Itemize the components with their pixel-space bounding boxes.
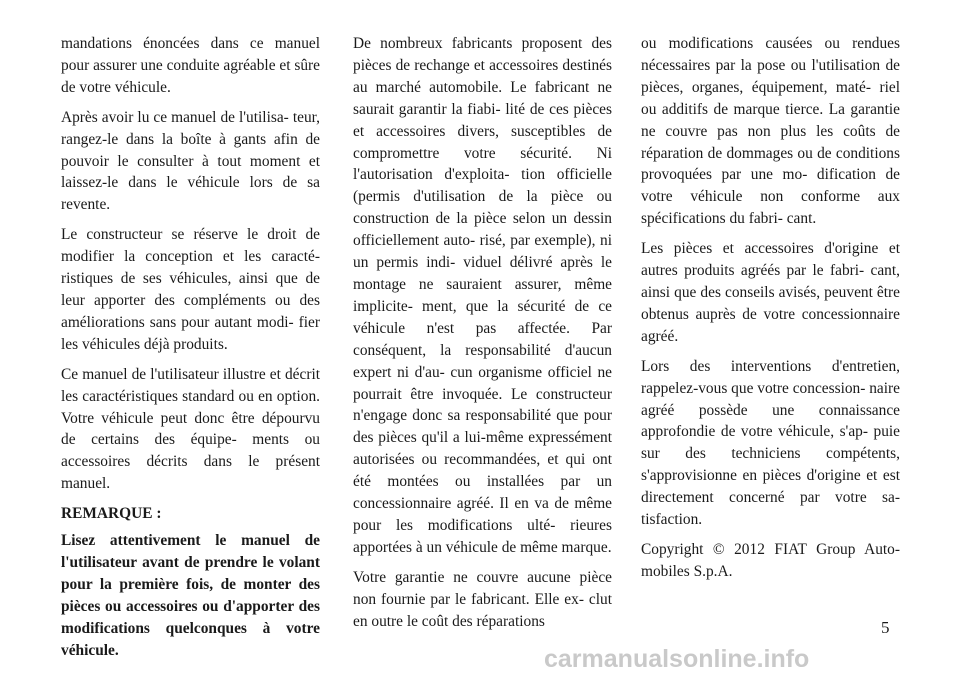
paragraph: ou modifications causées ou rendues nécessaires par la pose ou l'utilisation de pièces, organes, équipement, maté- riel ou additifs de marque tierce. La garantie ne couvre pas non plus les coûts de réparation de dommages ou de conditions provoquées par une mo- dification de votre véhicule non conforme aux spécifications du fabri- cant. <box>641 35 900 228</box>
paragraph: Les pièces et accessoires d'origine et autres produits agréés par le fabri- cant, ainsi que des conseils avisés, peuvent être obtenus auprès de votre concessionnaire agréé. <box>641 240 900 345</box>
text-column-middle <box>353 33 612 640</box>
paragraph: Le constructeur se réserve le droit de modifier la conception et les caracté- ristiques de ses véhicules, ainsi que de leur apporter des compléments ou des améliorations sans pour autant modi- fier les véhicules déjà produits. <box>61 226 320 353</box>
paragraph: Ce manuel de l'utilisateur illustre et décrit les caractéristiques standard ou en option. Votre véhicule peut donc être dépourvu de certains des équipe- ments ou accessoires décrits dans le présent manuel. <box>61 365 320 493</box>
watermark: carmanualsonline.info <box>544 645 810 673</box>
paragraph: Lors des interventions d'entretien, rappelez-vous que votre concession- naire agréé possède une connaissance approfondie de votre véhicule, s'ap- puie sur des techniciens compétents, s'approvisionne en pièces d'origine et est directement concerné par votre sa- tisfaction. <box>641 357 900 529</box>
paragraph: Copyright © 2012 FIAT Group Auto- mobiles S.p.A. <box>641 540 900 580</box>
paragraph: mandations énoncées dans ce manuel pour assurer une conduite agréable et sûre de votre véhicule. <box>61 35 320 96</box>
text-column-left <box>61 33 320 669</box>
page-number: 5 <box>881 618 890 637</box>
text-column-right <box>641 33 900 591</box>
remark-text: Lisez attentivement le manuel de l'utilisateur avant de prendre le volant pour la première fois, de monter des pièces ou accessoires ou d'apporter des modifications quelconques à votre véhicule. <box>61 532 320 659</box>
paragraph: De nombreux fabricants proposent des pièces de rechange et accessoires destinés au marché automobile. Le fabricant ne saurait garantir la fiabi- lité de ces pièces et accessoires divers, susceptibles de compromettre votre sécurité. Ni l'autorisation d'exploita- tion officielle (permis d'utilisation de la pièce ou construction de la pièce selon un dessin officiellement auto- risé, par exemple), ni un permis indi- viduel délivré après le montage ne sauraient assurer, même implicite- ment, que la sécurité de ce véhicule n'est pas affectée. Par conséquent, la responsabilité d'aucun expert ni d'au- cun organisme officiel ne pourrait être invoquée. Le constructeur n'engage donc sa responsabilité que pour des pièces qu'il a lui-même expressément autorisées ou recommandées, et qui ont été montées ou installées par un concessionnaire agréé. Il en va de même pour les modifications ulté- rieures apportées à un véhicule de même marque. <box>353 35 612 556</box>
remark-heading: REMARQUE : <box>61 505 162 523</box>
paragraph: Votre garantie ne couvre aucune pièce non fournie par le fabricant. Elle ex- clut en outre le coût des réparations <box>353 568 612 630</box>
paragraph: Après avoir lu ce manuel de l'utilisa- teur, rangez-le dans la boîte à gants afin de pouvoir le consulter à tout moment et laissez-le dans le véhicule lors de sa revente. <box>61 108 320 214</box>
